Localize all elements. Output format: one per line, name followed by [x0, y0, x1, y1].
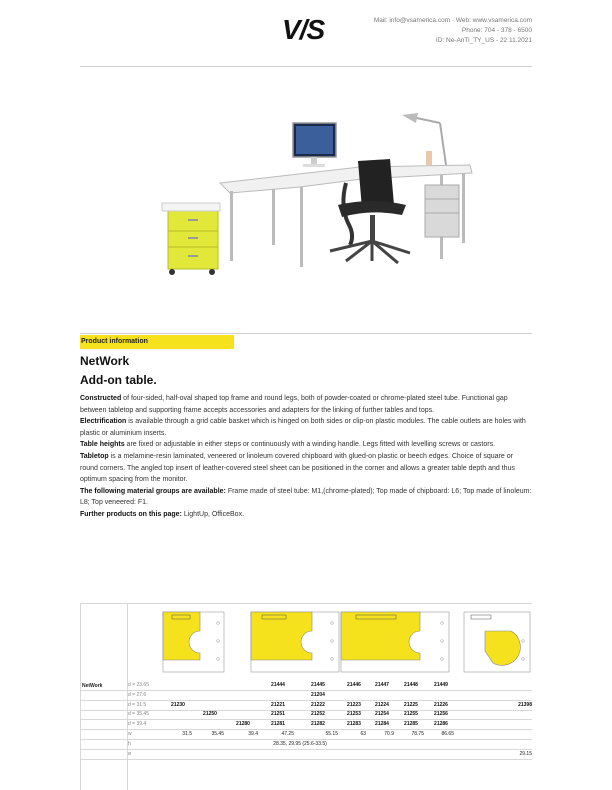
- table-cell: [260, 750, 296, 759]
- text-electrification: is available through a grid cable basket which is hinged on both sides or clip-on plastic modules. The cable outlets are holes with plastic or aluminium inserts.: [80, 418, 526, 437]
- paragraph-tabletop: [80, 451, 532, 486]
- table-cell: 21254: [375, 711, 389, 718]
- table-cell: 29.15: [519, 750, 532, 757]
- table-cell: [426, 740, 456, 749]
- table-cell: [340, 740, 368, 749]
- lead-electrification: Electrification: [80, 418, 127, 426]
- table-cell: [396, 691, 426, 700]
- table-cell: [194, 750, 226, 759]
- table-cell: [162, 740, 194, 749]
- paragraph-table-heights: [80, 439, 532, 451]
- table-row: [80, 710, 532, 720]
- contact-block: [374, 16, 532, 46]
- table-cell: [226, 691, 260, 700]
- table-cell: 21252: [311, 711, 325, 718]
- text-table-heights: are fixed or adjustable in either steps or continuously with a winding handle. Legs fitted with levelling screws or castors.: [124, 441, 496, 449]
- table-row: [80, 701, 532, 711]
- row-dimension-label: d = 23.65: [128, 682, 149, 688]
- table-cell: [194, 701, 226, 710]
- table-cell: [456, 691, 532, 700]
- table-cell: [368, 750, 396, 759]
- table-cell: [226, 681, 260, 690]
- table-cell: 86.65: [441, 731, 454, 737]
- table-cell: 21398: [518, 701, 532, 708]
- product-photo: [150, 95, 490, 300]
- diagram-small-top: [162, 611, 225, 673]
- table-cell: [426, 691, 456, 700]
- table-cell: [194, 681, 226, 690]
- table-cell: [456, 730, 532, 739]
- paragraph-electrification: [80, 416, 532, 439]
- product-info-label: Product information: [81, 338, 148, 345]
- table-cell: 21230: [171, 701, 185, 708]
- table-cell: 21448: [404, 682, 418, 688]
- table-cell: [396, 750, 426, 759]
- table-cell: [226, 750, 260, 759]
- table-cell: 21285: [404, 721, 418, 728]
- top-divider: [80, 66, 532, 67]
- table-cell: [456, 740, 532, 749]
- row-dimension-label: ø: [128, 750, 132, 757]
- table-cell: 21284: [375, 721, 389, 728]
- table-cell: [368, 691, 396, 700]
- table-cell: 28.35, 29.95 (25.6-33.5): [273, 740, 327, 747]
- product-info-tag: [80, 335, 234, 349]
- table-cell: 21444: [271, 682, 285, 688]
- table-cell: [340, 691, 368, 700]
- table-cell: 21204: [311, 691, 325, 698]
- table-cell: 21223: [347, 701, 361, 708]
- lead-tabletop: Tabletop: [80, 452, 109, 460]
- table-cell: 21283: [347, 721, 361, 728]
- contact-mail: Mail: info@vsamerica.com · Web: www.vsamerica.com: [373, 17, 532, 24]
- table-cell: 21225: [404, 701, 418, 708]
- table-cell: 21255: [404, 711, 418, 718]
- table-cell: 21224: [375, 701, 389, 708]
- table-cell: 63: [360, 731, 366, 737]
- table-cell: [456, 681, 532, 690]
- table-top-rule: [80, 603, 532, 604]
- table-cell: 21447: [375, 682, 389, 688]
- product-description: [80, 393, 532, 521]
- table-cell: [194, 720, 226, 729]
- paragraph-materials: [80, 486, 532, 509]
- table-cell: [162, 720, 194, 729]
- diagram-round-top: [463, 611, 532, 673]
- table-cell: 21222: [311, 701, 325, 708]
- table-cell: 21250: [203, 711, 217, 718]
- table-cell: 21226: [434, 701, 448, 708]
- table-cell: [260, 691, 296, 700]
- table-cell: [162, 691, 194, 700]
- table-cell: [162, 750, 194, 759]
- table-cell: 39.4: [248, 731, 258, 737]
- table-cell: 21282: [311, 721, 325, 728]
- table-cell: [456, 720, 532, 729]
- table-cell: 70.9: [384, 731, 394, 737]
- variant-table: [80, 603, 532, 790]
- table-cell: 21253: [347, 711, 361, 718]
- table-cell: [426, 750, 456, 759]
- table-cell: 47.25: [281, 731, 294, 737]
- row-dimension-label: w: [128, 731, 132, 737]
- lead-further-products: Further products on this page:: [80, 510, 182, 518]
- row-dimension-label: d = 39.4: [128, 721, 147, 728]
- paragraph-further-products: [80, 509, 532, 521]
- table-row: [80, 720, 532, 730]
- product-title: NetWork: [80, 354, 130, 368]
- row-dimension-label: d = 27.6: [128, 691, 147, 698]
- brand-logo: V/S: [282, 14, 325, 45]
- table-cell: 55.15: [325, 731, 338, 737]
- contact-phone: Phone: 704 - 378 - 6500: [461, 27, 532, 34]
- table-cell: 21256: [434, 711, 448, 718]
- table-product-name: NetWork: [82, 683, 103, 689]
- lead-construction: Constructed: [80, 395, 122, 402]
- diagram-large-top: [340, 611, 450, 673]
- document-id: ID: Ne-AnTi_TY_US - 22.11.2021: [435, 37, 532, 44]
- lead-materials: The following material groups are available:: [80, 487, 226, 495]
- table-cell: 21445: [311, 682, 325, 688]
- section-divider: [80, 333, 532, 334]
- table-cell: [456, 710, 532, 719]
- table-cell: 21449: [434, 682, 448, 688]
- table-cell: [226, 710, 260, 719]
- row-dimension-label: d = 35.45: [128, 711, 149, 718]
- table-row: [80, 691, 532, 701]
- paragraph-construction: [80, 393, 532, 416]
- table-cell: [340, 750, 368, 759]
- table-cell: 21446: [347, 682, 361, 688]
- text-tabletop: is a melamine-resin laminated, veneered or linoleum covered chipboard with glued-on plastic or beech edges. Choice of square or round corners. The angled top insert of leather-covered steel sheet can be positioned in the corner and allows a greater table depth and thus optimum spacing from the monitor.: [80, 452, 515, 484]
- diagram-medium-top: [250, 611, 340, 673]
- table-cell: 21221: [271, 701, 285, 708]
- table-row: [80, 681, 532, 691]
- lead-table-heights: Table heights: [80, 441, 125, 449]
- table-cell: [162, 710, 194, 719]
- text-materials: Frame made of steel tube: M1,(chrome-plated); Top made of chipboard: L6; Top made of linoleum: L8; Top veneered: F1.: [80, 487, 532, 507]
- table-cell: 21280: [236, 721, 250, 728]
- table-row: [80, 740, 532, 750]
- table-cell: [296, 750, 340, 759]
- table-cell: 21251: [271, 711, 285, 718]
- table-row: [80, 750, 532, 760]
- table-cell: 21286: [434, 721, 448, 728]
- table-cell: 31.5: [182, 731, 192, 737]
- table-cell: [162, 681, 194, 690]
- table-cell: [396, 740, 426, 749]
- table-cell: 21281: [271, 721, 285, 728]
- product-subtitle: Add-on table.: [80, 373, 157, 387]
- table-cell: 78.75: [411, 731, 424, 737]
- text-further-products: LightUp, OfficeBox.: [181, 510, 245, 518]
- table-cell: [368, 740, 396, 749]
- row-dimension-label: h: [128, 740, 131, 747]
- row-dimension-label: d = 31.5: [128, 701, 147, 708]
- text-construction: of four-sided, half-oval shaped top frame and round legs, both of powder-coated or chrome-plated steel tube. Functional gap between tabletop and supporting frame accepts accessories and adapters for the linking of further tables and tops.: [80, 395, 508, 414]
- table-row: [80, 730, 532, 740]
- table-cell: [226, 701, 260, 710]
- table-cell: 35.45: [211, 731, 224, 737]
- table-cell: [194, 691, 226, 700]
